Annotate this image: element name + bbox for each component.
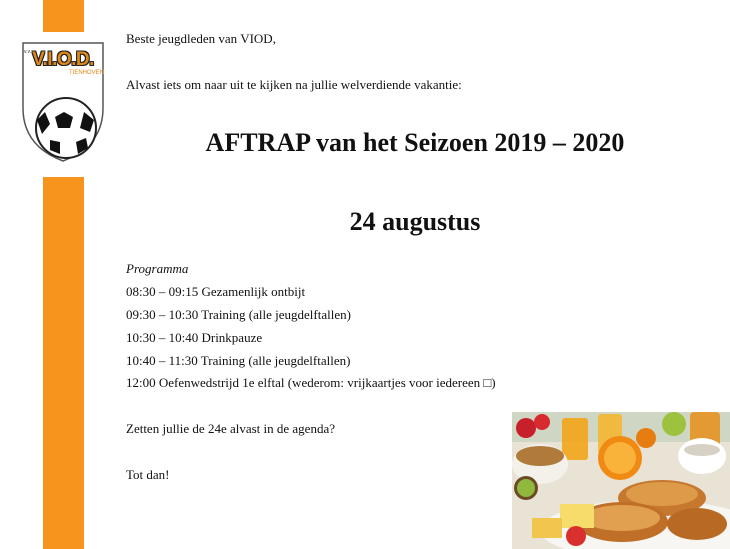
reminder-text: Zetten jullie de 24e alvast in de agenda? <box>126 421 335 436</box>
closing-text: Tot dan! <box>126 467 170 482</box>
greeting: Beste jeugdleden van VIOD, <box>126 31 276 46</box>
football-icon <box>36 98 96 158</box>
program-item: 10:30 – 10:40 Drinkpauze <box>126 330 263 345</box>
program-item: 08:30 – 09:15 Gezamenlijk ontbijt <box>126 284 306 299</box>
breakfast-photo <box>512 412 730 549</box>
program-item: 09:30 – 10:30 Training (alle jeugdelftallen) <box>126 307 351 322</box>
logo-subtitle: TIENHOVEN <box>69 70 105 76</box>
club-logo <box>20 40 106 164</box>
logo-text: V.I.O.D. <box>32 49 94 70</box>
program-item: 10:40 – 11:30 Training (alle jeugdelftallen) <box>126 353 351 368</box>
program-item: 12:00 Oefenwedstrijd 1e elftal (wederom: vrijkaartjes voor iedereen □) <box>126 375 496 390</box>
event-title: AFTRAP van het Seizoen 2019 – 2020 <box>205 128 625 157</box>
program-heading: Programma <box>126 261 189 276</box>
event-date: 24 augustus <box>349 207 481 236</box>
logo-prefix: v.v. <box>24 49 32 55</box>
intro-text: Alvast iets om naar uit te kijken na jullie welverdiende vakantie: <box>126 77 462 92</box>
